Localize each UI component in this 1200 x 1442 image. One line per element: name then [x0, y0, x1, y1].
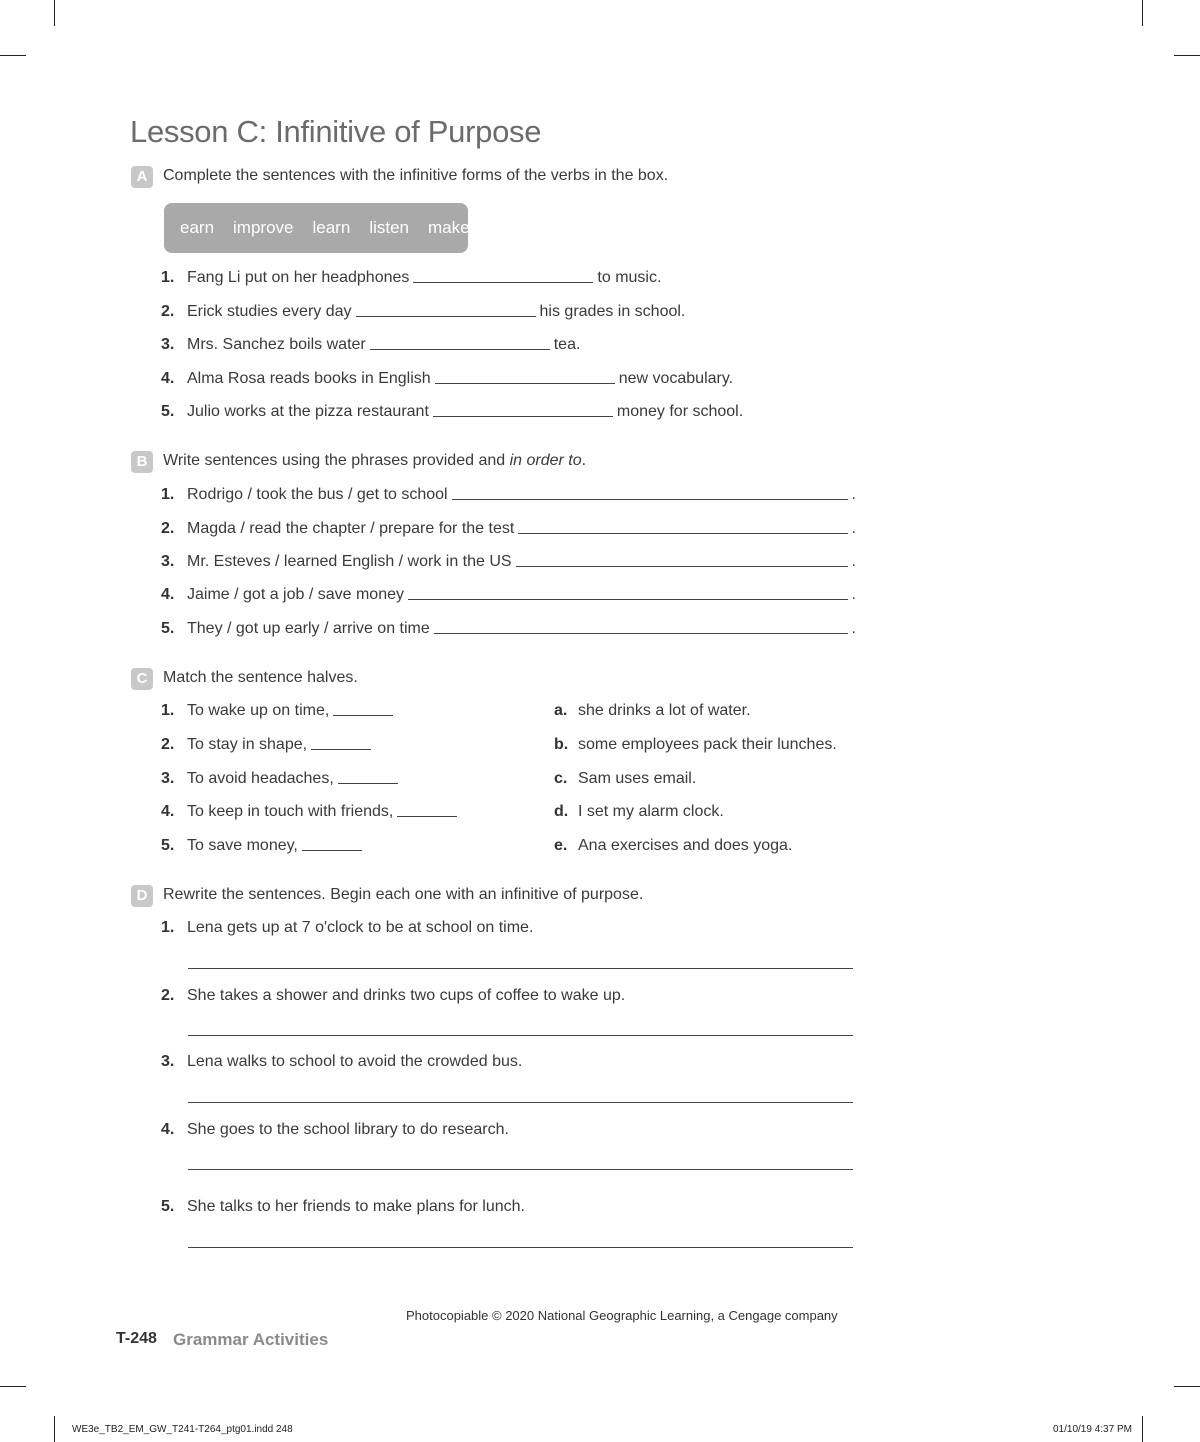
- item-number: 3.: [161, 1053, 175, 1070]
- item-text: Ana exercises and does yoga.: [578, 837, 793, 854]
- match-left-item: [161, 837, 366, 855]
- section-d-item: [161, 1121, 509, 1139]
- instruction-italic: in order to: [509, 452, 582, 469]
- answer-line[interactable]: [188, 968, 853, 969]
- item-text: Fang Li put on her headphones: [187, 269, 410, 286]
- copyright-notice: Photocopiable © 2020 National Geographic Learning, a Cengage company: [406, 1308, 838, 1323]
- answer-blank[interactable]: [397, 815, 457, 817]
- match-right-item: [554, 837, 792, 855]
- section-d-badge: D: [131, 885, 153, 907]
- item-text: Sam uses email.: [578, 770, 697, 787]
- item-number: 1.: [161, 486, 175, 503]
- section-b-item: [161, 553, 856, 571]
- match-left-item: [161, 736, 375, 754]
- slug-filename: WE3e_TB2_EM_GW_T241-T264_ptg01.indd 248: [72, 1424, 293, 1435]
- answer-blank[interactable]: [435, 382, 615, 384]
- section-b-item: [161, 586, 856, 604]
- item-text: To save money,: [187, 837, 298, 854]
- item-number: 1.: [161, 919, 175, 936]
- crop-mark: [1142, 1416, 1143, 1442]
- word-box-item: listen: [369, 218, 409, 237]
- item-number: 2.: [161, 520, 175, 537]
- item-end: .: [851, 586, 856, 603]
- slug-date: 01/10/19 4:37 PM: [1053, 1424, 1132, 1435]
- item-text: Lena gets up at 7 o'clock to be at school on time.: [187, 919, 534, 936]
- section-d-item: [161, 987, 625, 1005]
- crop-mark: [0, 55, 26, 56]
- section-d-item: [161, 1198, 525, 1216]
- match-right-item: [554, 803, 724, 821]
- word-box-item: improve: [233, 218, 294, 237]
- item-text: To stay in shape,: [187, 736, 308, 753]
- item-letter: c.: [554, 770, 568, 787]
- item-text: his grades in school.: [539, 303, 686, 320]
- answer-blank[interactable]: [311, 748, 371, 750]
- item-number: 2.: [161, 987, 175, 1004]
- answer-blank[interactable]: [433, 415, 613, 417]
- section-d-item: [161, 919, 533, 937]
- item-number: 3.: [161, 553, 175, 570]
- item-text: Rodrigo / took the bus / get to school: [187, 486, 448, 503]
- answer-line[interactable]: [188, 1035, 853, 1036]
- section-a-badge: A: [131, 166, 153, 188]
- page-title: Lesson C: Infinitive of Purpose: [130, 114, 542, 149]
- section-b-item: [161, 520, 856, 538]
- item-number: 5.: [161, 837, 175, 854]
- item-end: .: [851, 486, 856, 503]
- section-a-instruction: Complete the sentences with the infinitive forms of the verbs in the box.: [163, 167, 669, 184]
- crop-mark: [1142, 0, 1143, 26]
- word-box: [164, 203, 468, 253]
- section-c-instruction: Match the sentence halves.: [163, 669, 358, 686]
- section-c-badge: C: [131, 668, 153, 690]
- section-a-item: [161, 303, 685, 321]
- answer-blank[interactable]: [516, 565, 848, 567]
- item-number: 4.: [161, 803, 175, 820]
- item-number: 5.: [161, 403, 175, 420]
- instruction-text: .: [581, 452, 587, 469]
- section-b-item: [161, 486, 856, 504]
- answer-blank[interactable]: [413, 281, 593, 283]
- answer-blank[interactable]: [338, 782, 398, 784]
- section-d-instruction: Rewrite the sentences. Begin each one with an infinitive of purpose.: [163, 886, 644, 903]
- match-left-item: [161, 803, 461, 821]
- item-letter: e.: [554, 837, 568, 854]
- item-text: She takes a shower and drinks two cups of coffee to wake up.: [187, 987, 626, 1004]
- answer-blank[interactable]: [408, 598, 848, 600]
- answer-line[interactable]: [188, 1247, 853, 1248]
- answer-blank[interactable]: [434, 632, 848, 634]
- item-text: They / got up early / arrive on time: [187, 620, 430, 637]
- section-a-item: [161, 370, 733, 388]
- item-letter: d.: [554, 803, 569, 820]
- match-right-item: [554, 736, 837, 754]
- item-text: Jaime / got a job / save money: [187, 586, 404, 603]
- word-box-item: make: [428, 218, 470, 237]
- item-end: .: [851, 553, 856, 570]
- page-number: T-248: [116, 1330, 157, 1347]
- answer-blank[interactable]: [333, 714, 393, 716]
- item-number: 4.: [161, 586, 175, 603]
- item-text: She talks to her friends to make plans for lunch.: [187, 1198, 525, 1215]
- item-number: 3.: [161, 336, 175, 353]
- item-number: 4.: [161, 370, 175, 387]
- answer-line[interactable]: [188, 1102, 853, 1103]
- item-text: She goes to the school library to do research.: [187, 1121, 509, 1138]
- item-text: Mrs. Sanchez boils water: [187, 336, 366, 353]
- match-right-item: [554, 702, 751, 720]
- answer-blank[interactable]: [452, 498, 848, 500]
- section-b-instruction: [163, 452, 586, 470]
- word-box-item: earn: [180, 218, 215, 237]
- item-number: 4.: [161, 1121, 175, 1138]
- item-number: 2.: [161, 736, 175, 753]
- item-end: .: [851, 520, 856, 537]
- answer-blank[interactable]: [370, 348, 550, 350]
- item-text: Mr. Esteves / learned English / work in the US: [187, 553, 512, 570]
- item-text: To wake up on time,: [187, 702, 330, 719]
- item-number: 1.: [161, 269, 175, 286]
- section-a-item: [161, 403, 743, 421]
- section-name: Grammar Activities: [173, 1330, 329, 1349]
- crop-mark: [1174, 55, 1200, 56]
- answer-line[interactable]: [188, 1169, 853, 1170]
- item-number: 1.: [161, 702, 175, 719]
- match-left-item: [161, 702, 397, 720]
- instruction-text: Write sentences using the phrases provided and: [163, 452, 510, 469]
- item-letter: b.: [554, 736, 569, 753]
- item-letter: a.: [554, 702, 568, 719]
- match-left-item: [161, 770, 402, 788]
- item-text: some employees pack their lunches.: [578, 736, 837, 753]
- item-text: Lena walks to school to avoid the crowded bus.: [187, 1053, 523, 1070]
- answer-blank[interactable]: [356, 315, 536, 317]
- answer-blank[interactable]: [518, 532, 847, 534]
- section-d-item: [161, 1053, 522, 1071]
- item-text: Erick studies every day: [187, 303, 352, 320]
- item-text: to music.: [597, 269, 662, 286]
- item-end: .: [851, 620, 856, 637]
- item-text: she drinks a lot of water.: [578, 702, 751, 719]
- item-number: 2.: [161, 303, 175, 320]
- section-a-item: [161, 269, 661, 287]
- crop-mark: [54, 0, 55, 26]
- crop-mark: [54, 1416, 55, 1442]
- item-text: To avoid headaches,: [187, 770, 334, 787]
- item-text: I set my alarm clock.: [578, 803, 724, 820]
- item-text: Magda / read the chapter / prepare for the test: [187, 520, 515, 537]
- section-a-item: [161, 336, 580, 354]
- crop-mark: [0, 1386, 26, 1387]
- item-text: new vocabulary.: [618, 370, 734, 387]
- section-b-item: [161, 620, 856, 638]
- item-text: money for school.: [616, 403, 744, 420]
- answer-blank[interactable]: [302, 849, 362, 851]
- word-box-item: learn: [312, 218, 351, 237]
- item-text: To keep in touch with friends,: [187, 803, 394, 820]
- item-text: tea.: [553, 336, 581, 353]
- item-number: 3.: [161, 770, 175, 787]
- item-number: 5.: [161, 620, 175, 637]
- crop-mark: [1174, 1386, 1200, 1387]
- match-right-item: [554, 770, 696, 788]
- item-text: Alma Rosa reads books in English: [187, 370, 431, 387]
- section-b-badge: B: [131, 451, 153, 473]
- item-text: Julio works at the pizza restaurant: [187, 403, 429, 420]
- item-number: 5.: [161, 1198, 175, 1215]
